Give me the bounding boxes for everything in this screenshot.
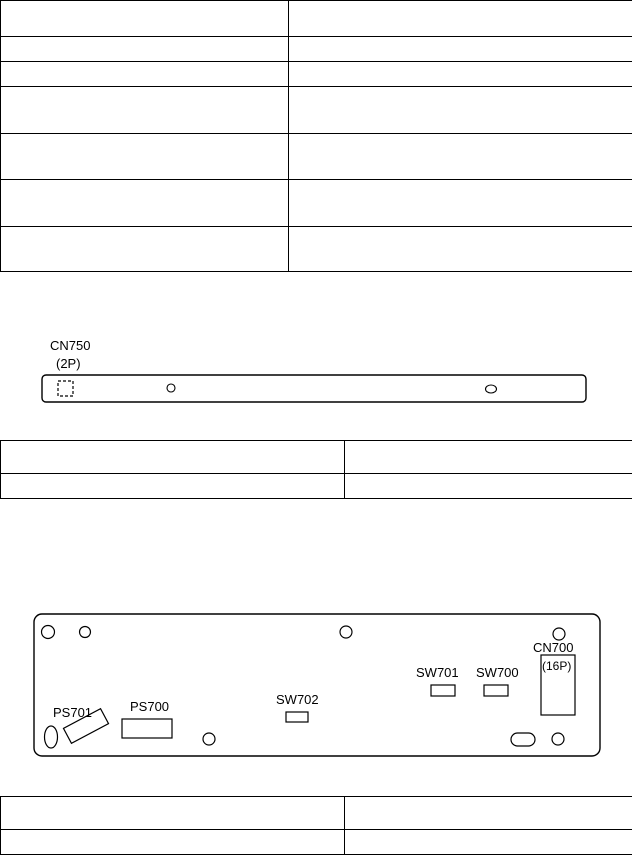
sw702-label: SW702 bbox=[276, 692, 319, 707]
board-2-hole bbox=[45, 726, 58, 748]
table-cell bbox=[345, 797, 632, 830]
board-2-hole bbox=[42, 626, 55, 639]
table-cell bbox=[1, 830, 345, 855]
board-1-hole bbox=[486, 385, 497, 393]
sw701-switch bbox=[431, 685, 455, 696]
cn700-pins-label: (16P) bbox=[542, 659, 572, 673]
table-3 bbox=[0, 796, 632, 855]
board-2-hole bbox=[340, 626, 352, 638]
board-2-slot bbox=[511, 733, 535, 746]
board-2-outline bbox=[34, 614, 600, 756]
cn750-label: CN750 bbox=[50, 338, 91, 353]
table-2 bbox=[0, 440, 632, 499]
board-1-hole bbox=[167, 384, 175, 392]
table-cell bbox=[1, 797, 345, 830]
table-row bbox=[1, 830, 632, 855]
table-cell bbox=[345, 441, 632, 474]
board-2-hole bbox=[203, 733, 215, 745]
table-cell bbox=[1, 441, 345, 474]
table-cell bbox=[345, 830, 632, 855]
table-cell bbox=[1, 474, 345, 499]
sw702-switch bbox=[286, 712, 308, 722]
table-row bbox=[1, 474, 632, 499]
sw701-label: SW701 bbox=[416, 665, 459, 680]
ps700-component bbox=[122, 719, 172, 738]
ps700-label: PS700 bbox=[130, 699, 170, 714]
board-1-outline bbox=[42, 375, 586, 402]
table-row bbox=[1, 797, 632, 830]
ps701-label: PS701 bbox=[53, 705, 93, 720]
board-2-hole bbox=[552, 733, 564, 745]
table-cell bbox=[345, 474, 632, 499]
cn750-pins-label: (2P) bbox=[56, 356, 81, 371]
board-2-hole bbox=[80, 627, 91, 638]
table-row bbox=[1, 441, 632, 474]
sw700-switch bbox=[484, 685, 508, 696]
cn750-connector bbox=[58, 381, 73, 396]
board-2-hole bbox=[553, 628, 565, 640]
sw700-label: SW700 bbox=[476, 665, 519, 680]
cn700-label: CN700 bbox=[533, 640, 574, 655]
